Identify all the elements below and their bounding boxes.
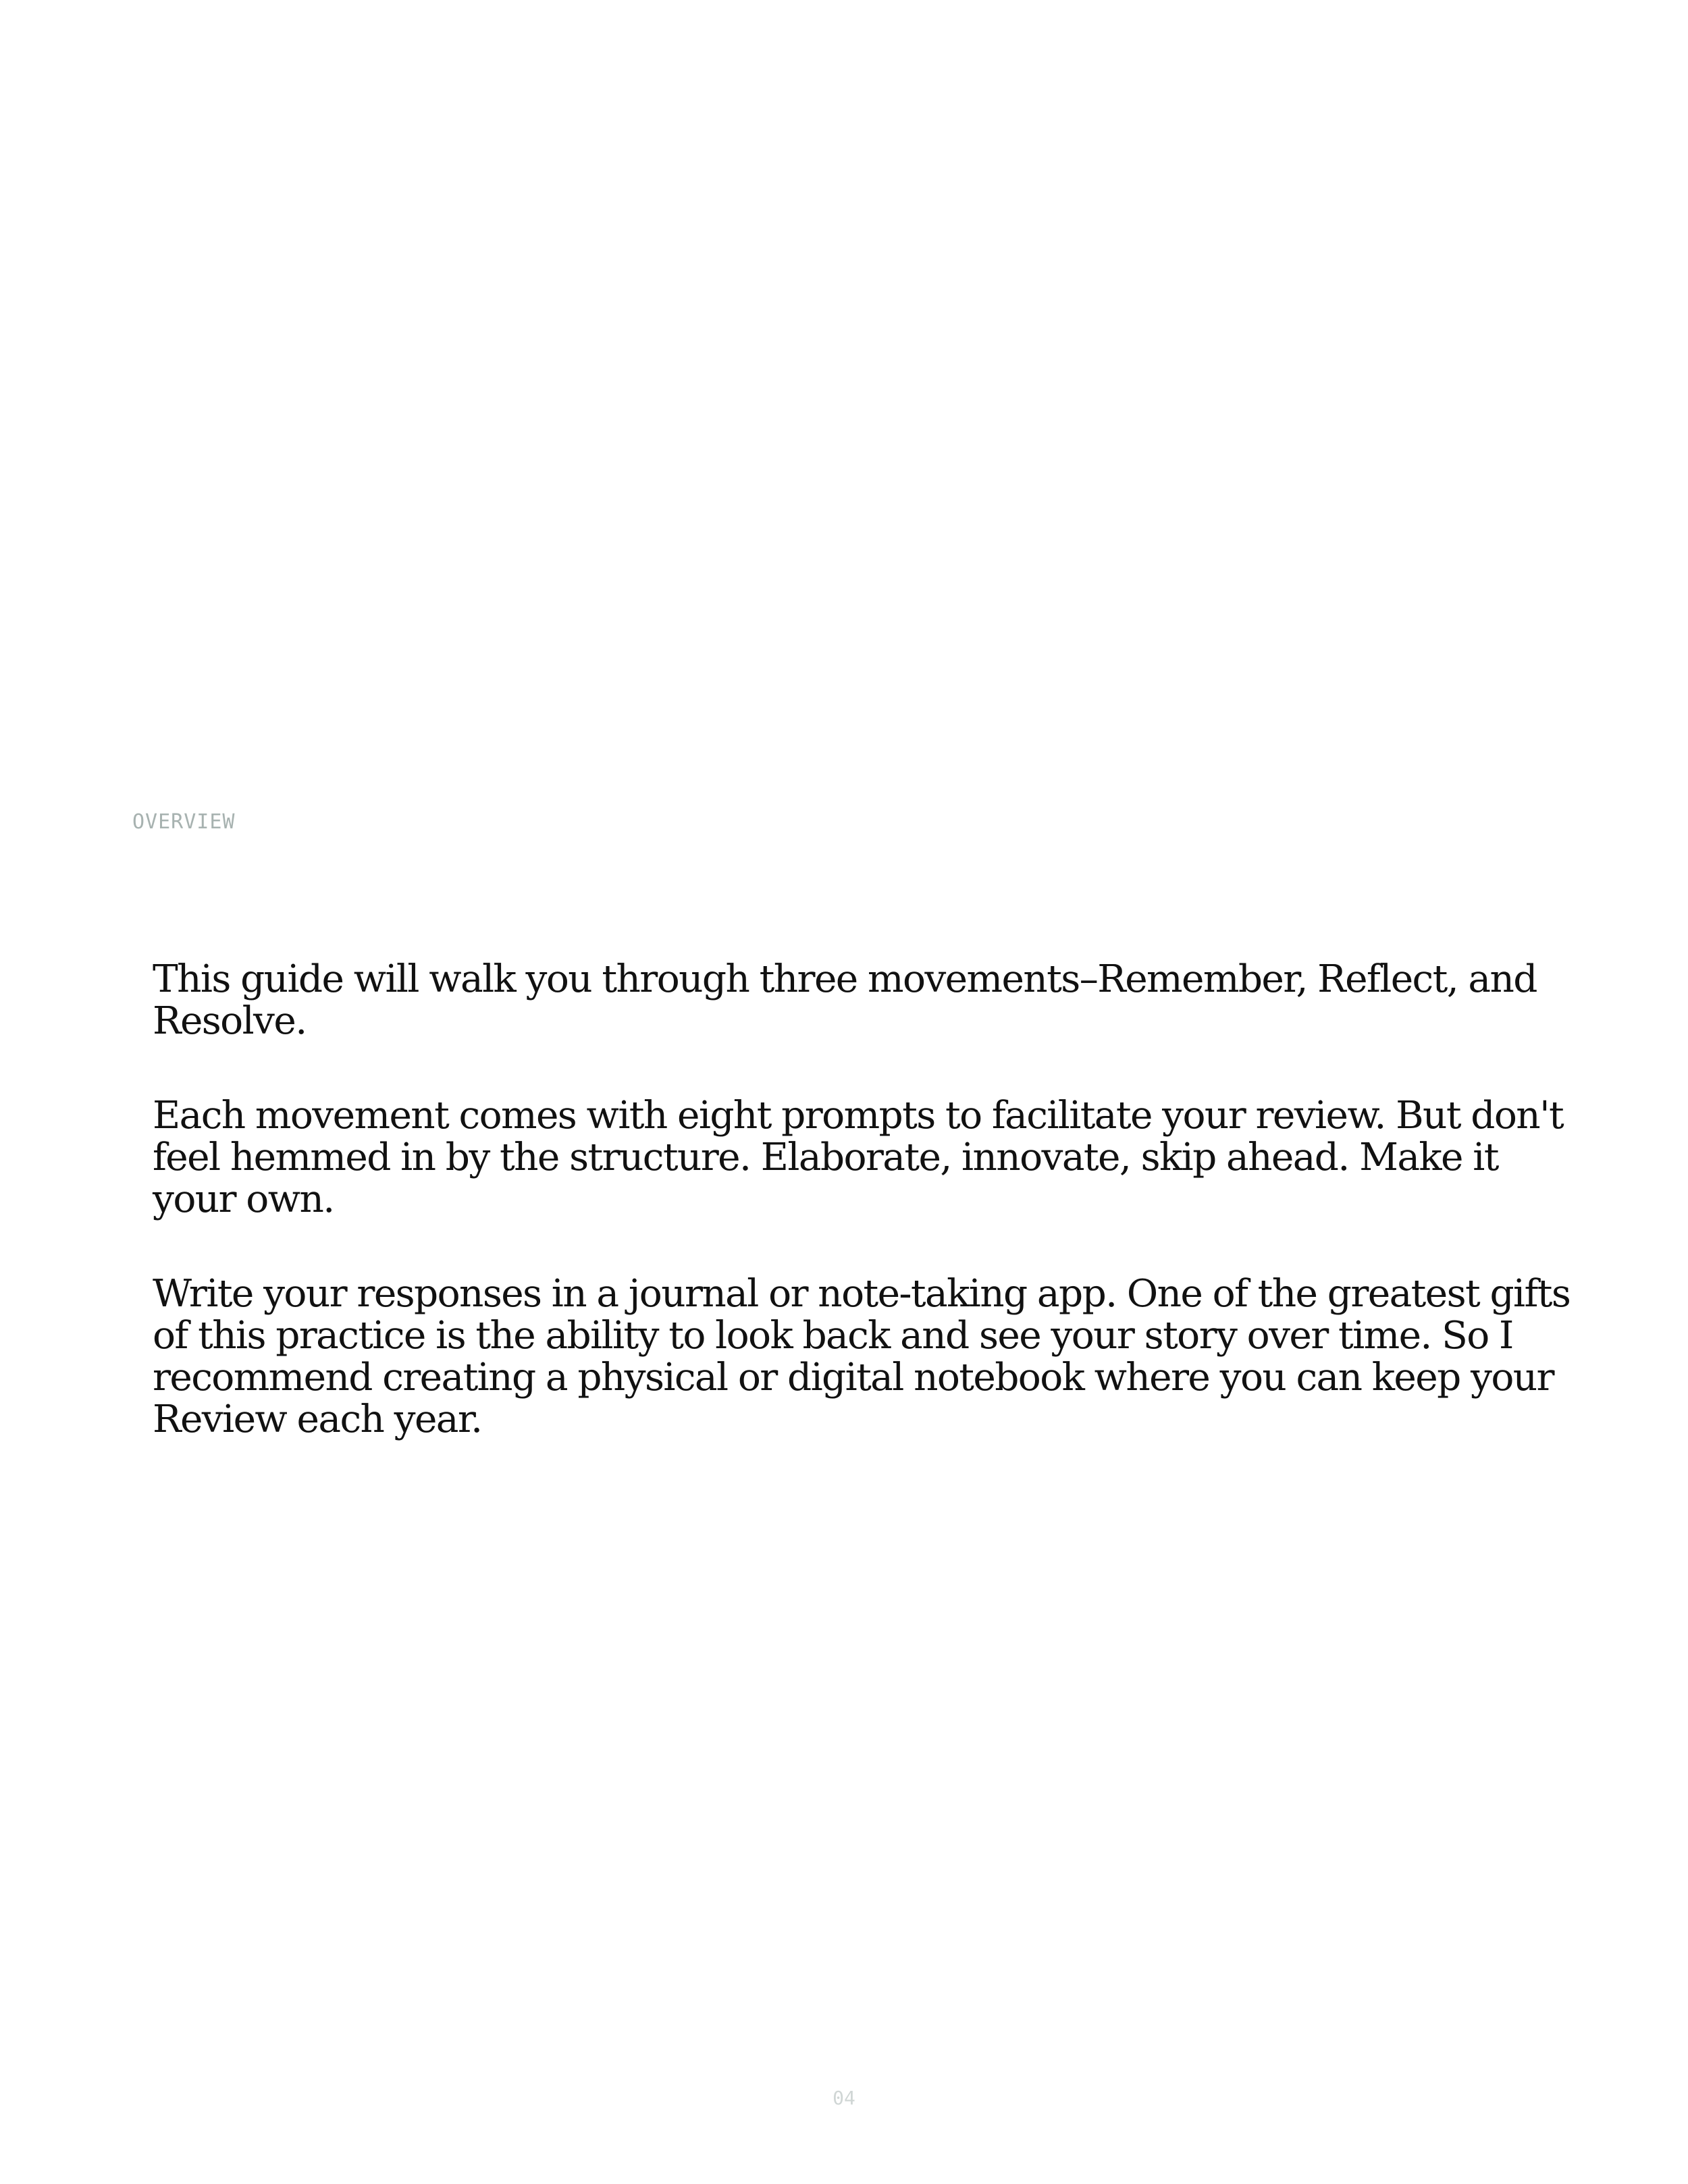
paragraph-intro: This guide will walk you through three movements–Remember, Reflect, and Resolve.	[153, 957, 1537, 1043]
body-text	[153, 959, 1584, 1493]
page-number: 04	[833, 2087, 855, 2109]
paragraph-prompts: Each movement comes with eight prompts to facilitate your review. But don't feel hemmed in by the structure. Elaborate, innovate, skip ahead. Make it your own.	[153, 1094, 1564, 1221]
paragraph-journal: Write your responses in a journal or note-taking app. One of the greatest gifts of this practice is the ability to look back and see your story over time. So I recommend creating a physical or digital notebook where you can keep your Review each year.	[153, 1272, 1571, 1441]
section-label: OVERVIEW	[132, 810, 236, 834]
